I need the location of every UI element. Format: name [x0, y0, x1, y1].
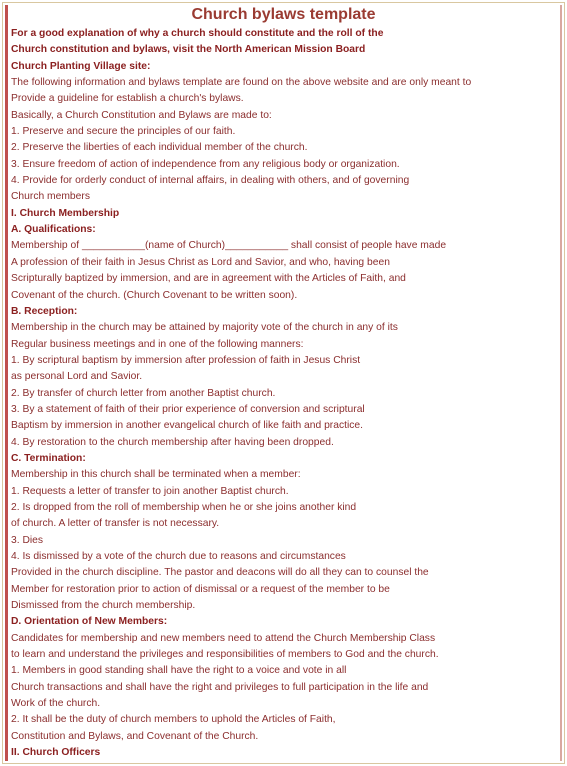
- body-text-line: 2. It shall be the duty of church members to uphold the Articles of Faith,: [11, 714, 336, 726]
- body-text-line: Church transactions and shall have the right and privileges to full participation in the life and: [11, 681, 429, 693]
- body-text-line: Dismissed from the church membership.: [11, 600, 196, 612]
- section-heading: I. Church Membership: [11, 207, 120, 219]
- body-text-line: 1. Preserve and secure the principles of our faith.: [11, 126, 236, 138]
- body-text-line: Member for restoration prior to action of dismissal or a request of the member to be: [11, 583, 390, 595]
- body-text-line: Covenant of the church. (Church Covenant to be written soon).: [11, 289, 298, 301]
- body-text-line: The following information and bylaws template are found on the above website and are only meant to: [11, 77, 472, 89]
- body-text-line: 1. Requests a letter of transfer to join another Baptist church.: [11, 485, 289, 497]
- left-accent-bar: [5, 5, 8, 761]
- body-text-line: 2. By transfer of church letter from another Baptist church.: [11, 387, 276, 399]
- section-heading: C. Termination:: [11, 452, 86, 464]
- section-heading: For a good explanation of why a church should constitute and the roll of the: [11, 28, 384, 39]
- body-text-line: Provided in the church discipline. The pastor and deacons will do all they can to counsel the: [11, 567, 429, 579]
- body-text-line: 4. By restoration to the church membership after having been dropped.: [11, 436, 334, 448]
- document-lines: [11, 26, 556, 761]
- body-text-line: Membership of ___________(name of Church)___________ shall consist of people have made: [11, 240, 447, 252]
- section-heading: II. Church Officers: [11, 747, 101, 759]
- body-text-line: Constitution and Bylaws, and Covenant of the Church.: [11, 730, 259, 742]
- body-text-line: Regular business meetings and in one of the following manners:: [11, 338, 304, 350]
- body-text-line: Baptism by immersion in another evangelical church of like faith and practice.: [11, 420, 363, 432]
- section-heading: D. Orientation of New Members:: [11, 616, 168, 628]
- body-text-line: Provide a guideline for establish a church's bylaws.: [11, 93, 244, 105]
- body-text-line: to learn and understand the privileges and responsibilities of members to God and the church.: [11, 649, 439, 661]
- body-text-line: 4. Provide for orderly conduct of internal affairs, in dealing with others, and of governing: [11, 175, 410, 187]
- body-text-line: Church members: [11, 191, 90, 203]
- body-text-line: Scripturally baptized by immersion, and are in agreement with the Articles of Faith, and: [11, 273, 406, 285]
- section-heading: B. Reception:: [11, 305, 78, 317]
- body-text-line: 3. Dies: [11, 534, 44, 546]
- body-text-line: A profession of their faith in Jesus Christ as Lord and Savior, and who, having been: [11, 256, 390, 268]
- section-heading: Church constitution and bylaws, visit the North American Mission Board: [11, 44, 366, 56]
- body-text-line: 2. Preserve the liberties of each individual member of the church.: [11, 142, 308, 154]
- body-text-line: as personal Lord and Savior.: [11, 371, 143, 383]
- document-title: Church bylaws template: [191, 6, 376, 23]
- body-text-line: 2. Is dropped from the roll of membership when he or she joins another kind: [11, 501, 357, 513]
- body-text-line: 3. By a statement of faith of their prior experience of conversion and scriptural: [11, 403, 365, 415]
- body-text-line: Membership in this church shall be terminated when a member:: [11, 469, 301, 481]
- body-text-line: Candidates for membership and new members need to attend the Church Membership Class: [11, 632, 436, 644]
- body-text-line: 3. Ensure freedom of action of independence from any religious body or organization.: [11, 158, 400, 170]
- body-text-line: of church. A letter of transfer is not necessary.: [11, 518, 220, 530]
- body-text-line: Work of the church.: [11, 698, 101, 710]
- body-text-line: Basically, a Church Constitution and Bylaws are made to:: [11, 109, 272, 121]
- body-text-line: 4. Is dismissed by a vote of the church due to reasons and circumstances: [11, 551, 346, 562]
- body-text-line: Membership in the church may be attained by majority vote of the church in any of its: [11, 322, 398, 334]
- right-accent-bar: [560, 5, 562, 761]
- document-body: [11, 5, 556, 761]
- section-heading: Church Planting Village site:: [11, 60, 151, 72]
- body-text-line: 1. Members in good standing shall have the right to a voice and vote in all: [11, 665, 347, 677]
- section-heading: A. Qualifications:: [11, 224, 96, 236]
- body-text-line: 1. By scriptural baptism by immersion after profession of faith in Jesus Christ: [11, 354, 361, 366]
